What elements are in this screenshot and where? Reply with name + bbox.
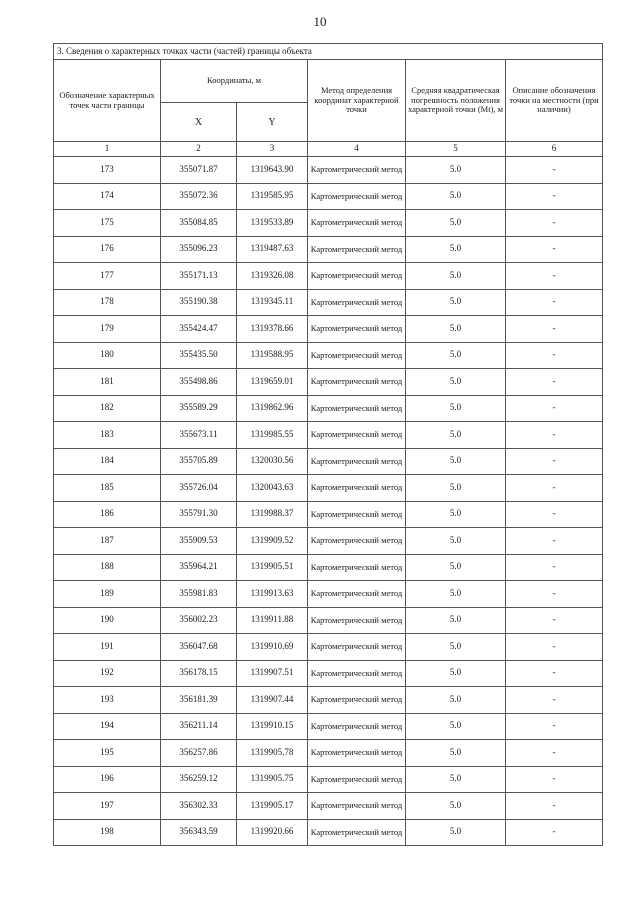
cell-accuracy: 5.0 xyxy=(406,501,506,528)
cell-accuracy: 5.0 xyxy=(406,581,506,608)
cell-method: Картометрический метод xyxy=(308,369,406,396)
cell-accuracy: 5.0 xyxy=(406,634,506,661)
cell-accuracy: 5.0 xyxy=(406,369,506,396)
cell-y: 1319909.52 xyxy=(237,528,308,555)
cell-y: 1319643.90 xyxy=(237,157,308,184)
cell-accuracy: 5.0 xyxy=(406,448,506,475)
table-row xyxy=(54,236,603,263)
table-row xyxy=(54,634,603,661)
cell-y: 1320043.63 xyxy=(237,475,308,502)
cell-accuracy: 5.0 xyxy=(406,183,506,210)
cell-description: - xyxy=(506,236,603,263)
cell-description: - xyxy=(506,581,603,608)
cell-method: Картометрический метод xyxy=(308,157,406,184)
cell-point: 173 xyxy=(54,157,161,184)
cell-description: - xyxy=(506,793,603,820)
cell-description: - xyxy=(506,607,603,634)
cell-accuracy: 5.0 xyxy=(406,263,506,290)
cell-method: Картометрический метод xyxy=(308,634,406,661)
cell-accuracy: 5.0 xyxy=(406,713,506,740)
cell-y: 1319533.89 xyxy=(237,210,308,237)
cell-method: Картометрический метод xyxy=(308,289,406,316)
cell-description: - xyxy=(506,766,603,793)
cell-point: 194 xyxy=(54,713,161,740)
cell-accuracy: 5.0 xyxy=(406,236,506,263)
cell-x: 355673.11 xyxy=(161,422,237,449)
cell-x: 356343.59 xyxy=(161,819,237,846)
cell-x: 356047.68 xyxy=(161,634,237,661)
cell-y: 1319588.95 xyxy=(237,342,308,369)
table-row xyxy=(54,528,603,555)
cell-description: - xyxy=(506,395,603,422)
cell-description: - xyxy=(506,422,603,449)
header-accuracy: Средняя квадратическая погрешность положения характерной точки (Mt), м xyxy=(406,60,506,142)
section-title: 3. Сведения о характерных точках части (частей) границы объекта xyxy=(54,44,603,60)
cell-method: Картометрический метод xyxy=(308,740,406,767)
cell-x: 356211.14 xyxy=(161,713,237,740)
cell-point: 186 xyxy=(54,501,161,528)
table-row xyxy=(54,448,603,475)
cell-y: 1319905.17 xyxy=(237,793,308,820)
cell-method: Картометрический метод xyxy=(308,263,406,290)
cell-x: 355084.85 xyxy=(161,210,237,237)
cell-method: Картометрический метод xyxy=(308,236,406,263)
table-row xyxy=(54,687,603,714)
cell-point: 187 xyxy=(54,528,161,555)
header-point: Обозначение характерных точек части границы xyxy=(54,60,161,142)
column-number: 4 xyxy=(308,142,406,157)
cell-description: - xyxy=(506,475,603,502)
cell-y: 1319585.95 xyxy=(237,183,308,210)
table-row xyxy=(54,183,603,210)
cell-accuracy: 5.0 xyxy=(406,766,506,793)
cell-accuracy: 5.0 xyxy=(406,607,506,634)
cell-description: - xyxy=(506,554,603,581)
cell-accuracy: 5.0 xyxy=(406,316,506,343)
cell-point: 177 xyxy=(54,263,161,290)
cell-x: 356178.15 xyxy=(161,660,237,687)
cell-x: 355791.30 xyxy=(161,501,237,528)
cell-method: Картометрический метод xyxy=(308,554,406,581)
table-row xyxy=(54,342,603,369)
cell-description: - xyxy=(506,528,603,555)
column-number: 6 xyxy=(506,142,603,157)
cell-y: 1319659.01 xyxy=(237,369,308,396)
table-row xyxy=(54,395,603,422)
cell-point: 182 xyxy=(54,395,161,422)
table-row xyxy=(54,501,603,528)
cell-description: - xyxy=(506,316,603,343)
cell-x: 355424.47 xyxy=(161,316,237,343)
cell-x: 355096.23 xyxy=(161,236,237,263)
cell-accuracy: 5.0 xyxy=(406,793,506,820)
cell-description: - xyxy=(506,369,603,396)
table-row xyxy=(54,766,603,793)
cell-method: Картометрический метод xyxy=(308,342,406,369)
cell-y: 1319907.51 xyxy=(237,660,308,687)
cell-method: Картометрический метод xyxy=(308,475,406,502)
cell-description: - xyxy=(506,713,603,740)
header-method: Метод определения координат характерной точки xyxy=(308,60,406,142)
cell-y: 1319862.96 xyxy=(237,395,308,422)
header-description: Описание обозначения точки на местности (при наличии) xyxy=(506,60,603,142)
cell-point: 191 xyxy=(54,634,161,661)
cell-description: - xyxy=(506,634,603,661)
cell-method: Картометрический метод xyxy=(308,501,406,528)
cell-y: 1319988.37 xyxy=(237,501,308,528)
cell-point: 179 xyxy=(54,316,161,343)
cell-y: 1319345.11 xyxy=(237,289,308,316)
cell-point: 175 xyxy=(54,210,161,237)
cell-x: 356302.33 xyxy=(161,793,237,820)
cell-y: 1319905.51 xyxy=(237,554,308,581)
cell-description: - xyxy=(506,687,603,714)
boundary-points-table xyxy=(53,43,603,846)
cell-x: 355981.83 xyxy=(161,581,237,608)
cell-point: 190 xyxy=(54,607,161,634)
cell-x: 355435.50 xyxy=(161,342,237,369)
cell-x: 355705.89 xyxy=(161,448,237,475)
cell-method: Картометрический метод xyxy=(308,422,406,449)
cell-point: 174 xyxy=(54,183,161,210)
header-coords: Координаты, м xyxy=(161,60,308,103)
cell-y: 1319910.69 xyxy=(237,634,308,661)
cell-accuracy: 5.0 xyxy=(406,157,506,184)
cell-point: 180 xyxy=(54,342,161,369)
cell-description: - xyxy=(506,289,603,316)
table-row xyxy=(54,422,603,449)
column-number: 5 xyxy=(406,142,506,157)
cell-x: 355072.36 xyxy=(161,183,237,210)
cell-description: - xyxy=(506,183,603,210)
cell-accuracy: 5.0 xyxy=(406,289,506,316)
cell-method: Картометрический метод xyxy=(308,581,406,608)
cell-point: 189 xyxy=(54,581,161,608)
cell-x: 355071.87 xyxy=(161,157,237,184)
cell-x: 355498.86 xyxy=(161,369,237,396)
cell-accuracy: 5.0 xyxy=(406,342,506,369)
cell-description: - xyxy=(506,263,603,290)
table-row xyxy=(54,607,603,634)
header-x: X xyxy=(161,103,237,142)
cell-point: 192 xyxy=(54,660,161,687)
column-number-row xyxy=(54,142,603,157)
cell-method: Картометрический метод xyxy=(308,607,406,634)
cell-point: 193 xyxy=(54,687,161,714)
table-row xyxy=(54,819,603,846)
cell-x: 355726.04 xyxy=(161,475,237,502)
cell-method: Картометрический метод xyxy=(308,713,406,740)
cell-point: 196 xyxy=(54,766,161,793)
column-number: 2 xyxy=(161,142,237,157)
cell-x: 355964.21 xyxy=(161,554,237,581)
cell-point: 176 xyxy=(54,236,161,263)
cell-description: - xyxy=(506,342,603,369)
cell-method: Картометрический метод xyxy=(308,316,406,343)
table-row xyxy=(54,263,603,290)
cell-method: Картометрический метод xyxy=(308,395,406,422)
cell-y: 1319907.44 xyxy=(237,687,308,714)
table-body xyxy=(54,157,603,846)
table-row xyxy=(54,475,603,502)
cell-y: 1319913.63 xyxy=(237,581,308,608)
cell-x: 356181.39 xyxy=(161,687,237,714)
cell-accuracy: 5.0 xyxy=(406,422,506,449)
cell-description: - xyxy=(506,740,603,767)
table-row xyxy=(54,581,603,608)
cell-y: 1319920.66 xyxy=(237,819,308,846)
boundary-points-table-container xyxy=(53,43,602,846)
column-number: 3 xyxy=(237,142,308,157)
cell-point: 195 xyxy=(54,740,161,767)
cell-point: 198 xyxy=(54,819,161,846)
cell-point: 185 xyxy=(54,475,161,502)
cell-method: Картометрический метод xyxy=(308,819,406,846)
table-row xyxy=(54,157,603,184)
cell-y: 1319326.08 xyxy=(237,263,308,290)
cell-description: - xyxy=(506,448,603,475)
table-row xyxy=(54,316,603,343)
cell-y: 1319985.55 xyxy=(237,422,308,449)
cell-x: 355589.29 xyxy=(161,395,237,422)
cell-point: 183 xyxy=(54,422,161,449)
cell-method: Картометрический метод xyxy=(308,528,406,555)
cell-point: 178 xyxy=(54,289,161,316)
cell-description: - xyxy=(506,819,603,846)
cell-point: 197 xyxy=(54,793,161,820)
table-row xyxy=(54,793,603,820)
cell-accuracy: 5.0 xyxy=(406,395,506,422)
cell-description: - xyxy=(506,157,603,184)
cell-x: 355190.38 xyxy=(161,289,237,316)
cell-accuracy: 5.0 xyxy=(406,819,506,846)
table-row xyxy=(54,554,603,581)
cell-method: Картометрический метод xyxy=(308,687,406,714)
cell-method: Картометрический метод xyxy=(308,183,406,210)
cell-point: 181 xyxy=(54,369,161,396)
cell-accuracy: 5.0 xyxy=(406,740,506,767)
cell-method: Картометрический метод xyxy=(308,793,406,820)
cell-x: 355909.53 xyxy=(161,528,237,555)
cell-y: 1319905.78 xyxy=(237,740,308,767)
cell-description: - xyxy=(506,210,603,237)
cell-method: Картометрический метод xyxy=(308,766,406,793)
cell-method: Картометрический метод xyxy=(308,448,406,475)
cell-x: 356257.86 xyxy=(161,740,237,767)
cell-y: 1319910.15 xyxy=(237,713,308,740)
cell-accuracy: 5.0 xyxy=(406,528,506,555)
cell-accuracy: 5.0 xyxy=(406,210,506,237)
column-number: 1 xyxy=(54,142,161,157)
table-row xyxy=(54,210,603,237)
header-y: Y xyxy=(237,103,308,142)
cell-method: Картометрический метод xyxy=(308,210,406,237)
cell-point: 188 xyxy=(54,554,161,581)
cell-x: 356259.12 xyxy=(161,766,237,793)
cell-accuracy: 5.0 xyxy=(406,475,506,502)
cell-accuracy: 5.0 xyxy=(406,660,506,687)
cell-y: 1320030.56 xyxy=(237,448,308,475)
table-row xyxy=(54,660,603,687)
cell-method: Картометрический метод xyxy=(308,660,406,687)
table-row xyxy=(54,713,603,740)
cell-x: 355171.13 xyxy=(161,263,237,290)
cell-accuracy: 5.0 xyxy=(406,554,506,581)
table-row xyxy=(54,369,603,396)
cell-y: 1319911.88 xyxy=(237,607,308,634)
cell-accuracy: 5.0 xyxy=(406,687,506,714)
cell-y: 1319378.66 xyxy=(237,316,308,343)
cell-point: 184 xyxy=(54,448,161,475)
table-row xyxy=(54,289,603,316)
page-number: 10 xyxy=(313,14,327,29)
cell-description: - xyxy=(506,660,603,687)
cell-x: 356002.23 xyxy=(161,607,237,634)
table-row xyxy=(54,740,603,767)
cell-description: - xyxy=(506,501,603,528)
cell-y: 1319487.63 xyxy=(237,236,308,263)
cell-y: 1319905.75 xyxy=(237,766,308,793)
